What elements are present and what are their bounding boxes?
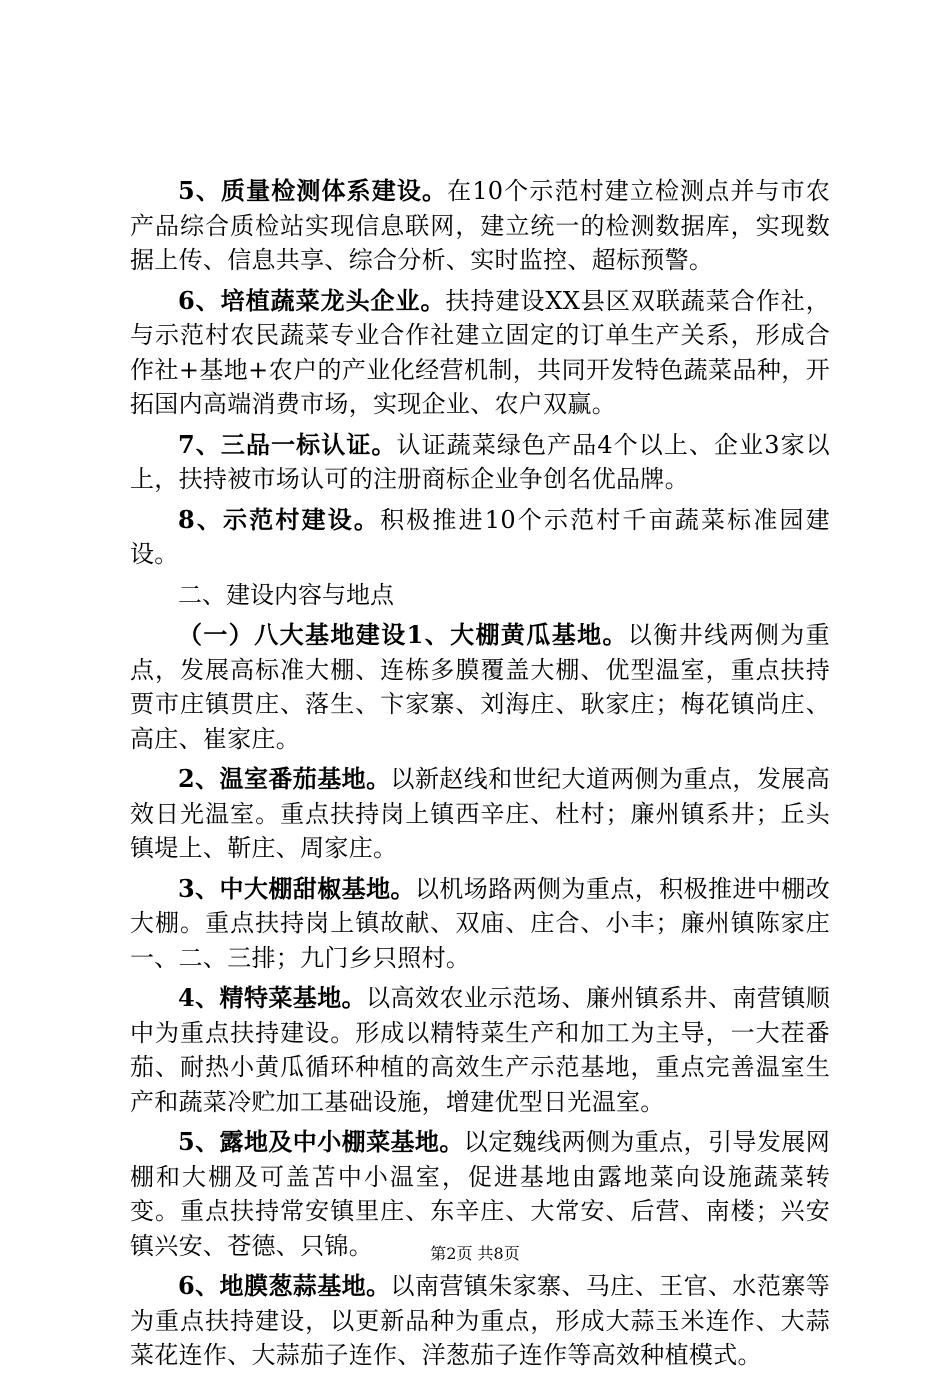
paragraph-text: 以高效农业示范场、廉州镇系井、南营镇顺中为重点扶持建设。形成以精特菜生产和加工为主导，一大茬番茄、耐热小黄瓜循环种植的高效生产示范基地，重点完善温室生产和蔬菜冷贮加工基础设施，增建优型日光温室。 <box>130 984 830 1116</box>
paragraph-pepper-base <box>130 872 830 976</box>
paragraph-lead: 6、地膜葱蒜基地。 <box>178 1271 391 1300</box>
paragraph-lead: 3、中大棚甜椒基地。 <box>178 873 415 903</box>
paragraph-lead: 2、温室番茄基地。 <box>178 764 391 793</box>
paragraph-text: 认证蔬菜绿色产品4个以上、企业3家以上，扶持被市场认可的注册商标企业争创名优品牌。 <box>130 430 830 493</box>
paragraph-certification <box>130 428 830 497</box>
section-heading: 二、建设内容与地点 <box>178 580 394 609</box>
paragraph-tomato-base <box>130 762 830 866</box>
document-body <box>130 174 830 1379</box>
paragraph-text: 以南营镇朱家寨、马庄、王官、水范寨等为重点扶持建设，以更新品种为重点，形成大蒜玉米连作、大蒜菜花连作、大蒜茄子连作、洋葱茄子连作等高效种植模式。 <box>130 1272 830 1369</box>
paragraph-text: 以机场路两侧为重点，积极推进中棚改大棚。重点扶持岗上镇故献、双庙、庄合、小丰；廉州镇陈家庄一、二、三排；九门乡只照村。 <box>130 874 830 972</box>
paragraph-lead: 6、培植蔬菜龙头企业。 <box>178 285 446 315</box>
paragraph-text: 在10个示范村建立检测点并与市农产品综合质检站实现信息联网，建立统一的检测数据库，实现数据上传、信息共享、综合分析、实时监控、超标预警。 <box>130 177 830 274</box>
paragraph-leading-enterprise <box>130 284 830 422</box>
paragraph-text: 以衡井线两侧为重点，发展高标准大棚、连栋多膜覆盖大棚、优型温室，重点扶持贾市庄镇贯庄、落生、卞家寨、刘海庄、耿家庄；梅花镇尚庄、高庄、崔家庄。 <box>130 621 830 753</box>
paragraph-lead: 5、质量检测体系建设。 <box>178 176 448 205</box>
paragraph-demo-village <box>130 503 830 572</box>
page-footer: 第2页 共8页 <box>430 1244 520 1263</box>
paragraph-specialty-base <box>130 981 830 1119</box>
paragraph-lead: （一）八大基地建设1、大棚黄瓜基地。 <box>178 620 628 649</box>
paragraph-cucumber-base <box>130 618 830 756</box>
paragraph-quality-inspection <box>130 174 830 278</box>
paragraph-lead: 7、三品一标认证。 <box>178 429 397 459</box>
paragraph-lead: 5、露地及中小棚菜基地。 <box>178 1127 464 1156</box>
paragraph-lead: 8、示范村建设。 <box>178 504 381 534</box>
paragraph-text: 扶持建设XX县区双联蔬菜合作社，与示范村农民蔬菜专业合作社建立固定的订单生产关系，形成合作社+基地+农户的产业化经营机制，共同开发特色蔬菜品种，开拓国内高端消费市场，实现企业、农户双赢。 <box>130 286 830 418</box>
paragraph-text: 以定魏线两侧为重点，引导发展网棚和大棚及可盖苫中小温室，促进基地由露地菜向设施蔬菜转变。重点扶持常安镇里庄、东辛庄、大常安、后营、南楼；兴安镇兴安、苍德、只锦。 <box>130 1128 830 1260</box>
paragraph-text: 以新赵线和世纪大道两侧为重点，发展高效日光温室。重点扶持岗上镇西辛庄、杜村；廉州镇系井；丘头镇堤上、靳庄、周家庄。 <box>130 765 830 862</box>
paragraph-garlic-base <box>130 1269 830 1373</box>
paragraph-lead: 4、精特菜基地。 <box>178 983 367 1012</box>
paragraph-text: 积极推进10个示范村千亩蔬菜标准园建设。 <box>130 505 830 568</box>
